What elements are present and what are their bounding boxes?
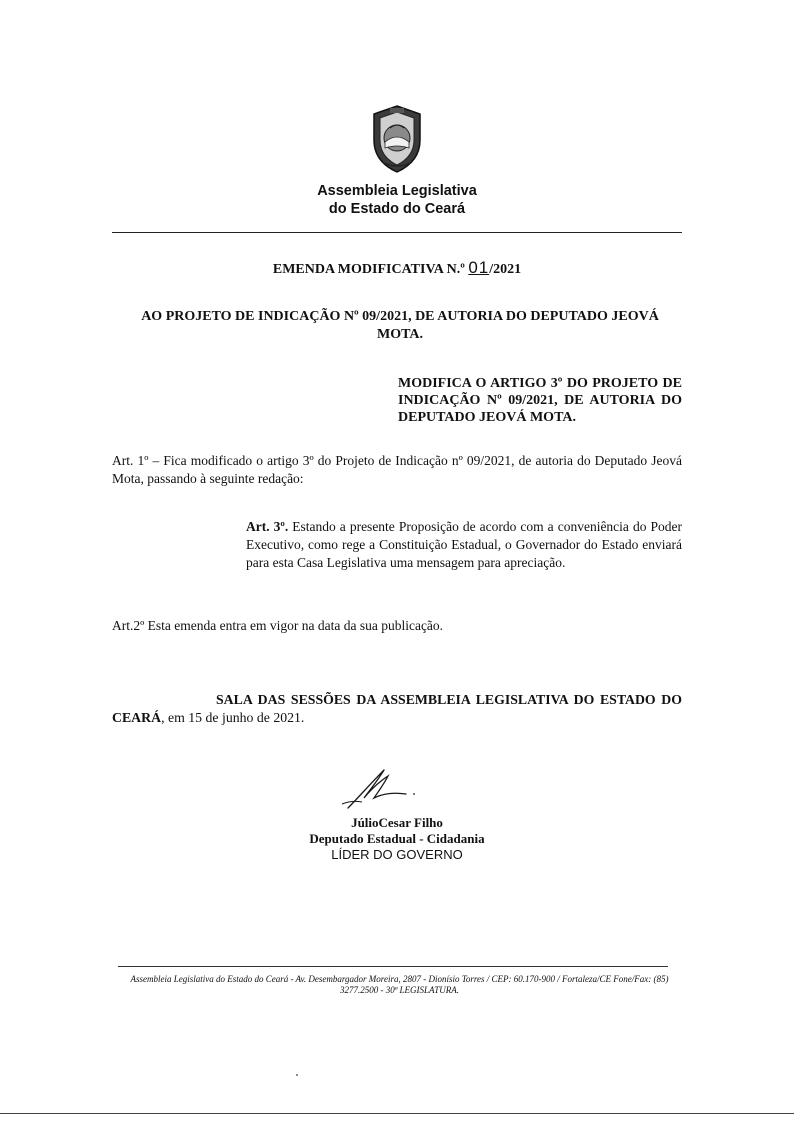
handwritten-signature [334,764,420,812]
closing-date: , em 15 de junho de 2021. [161,710,305,725]
state-coat-of-arms-icon [368,104,426,174]
signatory-role: Deputado Estadual - Cidadania [309,831,485,846]
closing-place: SALA DAS SESSÕES DA ASSEMBLEIA LEGISLATIVA DO ESTADO DO CEARÁ [112,692,682,725]
scan-speck [296,1074,298,1076]
header-divider [112,232,682,233]
amendment-summary: MODIFICA O ARTIGO 3º DO PROJETO DE INDICAÇÃO Nº 09/2021, DE AUTORIA DO DEPUTADO JEOVÁ MOTA. [398,376,682,425]
article-1: Art. 1º – Fica modificado o artigo 3º do Projeto de Indicação nº 09/2021, de autoria do Deputado Jeová Mota, passando à seguinte redação: [112,453,682,486]
signatory-name: JúlioCesar Filho [351,815,443,830]
footer-divider [118,966,668,967]
amendment-title [0,258,794,278]
page-bottom-rule [0,1113,794,1114]
amendment-title-prefix: EMENDA MODIFICATIVA N.º [272,262,469,277]
article-3-body: Estando a presente Proposição de acordo com a conveniência do Poder Executivo, como rege a Constituição Estadual, o Governador do Estado enviará para esta Casa Legislativa uma mensagem para apreciação. [246,519,682,570]
signatory-position: LÍDER DO GOVERNO [331,847,463,862]
amendment-number: 01 [468,258,490,277]
org-name-line1: Assembleia Legislativa [317,183,477,199]
closing-statement [112,691,682,727]
amendment-year: /2021 [489,262,522,277]
footer-address: Assembleia Legislativa do Estado do Ceará - Av. Desembargador Moreira, 2807 - Dionísio Torres / CEP: 60.170-900 / Fortaleza/CE Fone/Fax: (85) 3277.2500 - 30ª LEGISLATURA. [130,974,669,995]
article-3-new-text [246,518,682,572]
org-name-line2: do Estado do Ceará [328,201,466,217]
project-reference: AO PROJETO DE INDICAÇÃO Nº 09/2021, DE AUTORIA DO DEPUTADO JEOVÁ MOTA. [141,309,659,342]
article-3-label: Art. 3º. [246,519,289,534]
article-2: Art.2º Esta emenda entra em vigor na data da sua publicação. [112,618,444,633]
